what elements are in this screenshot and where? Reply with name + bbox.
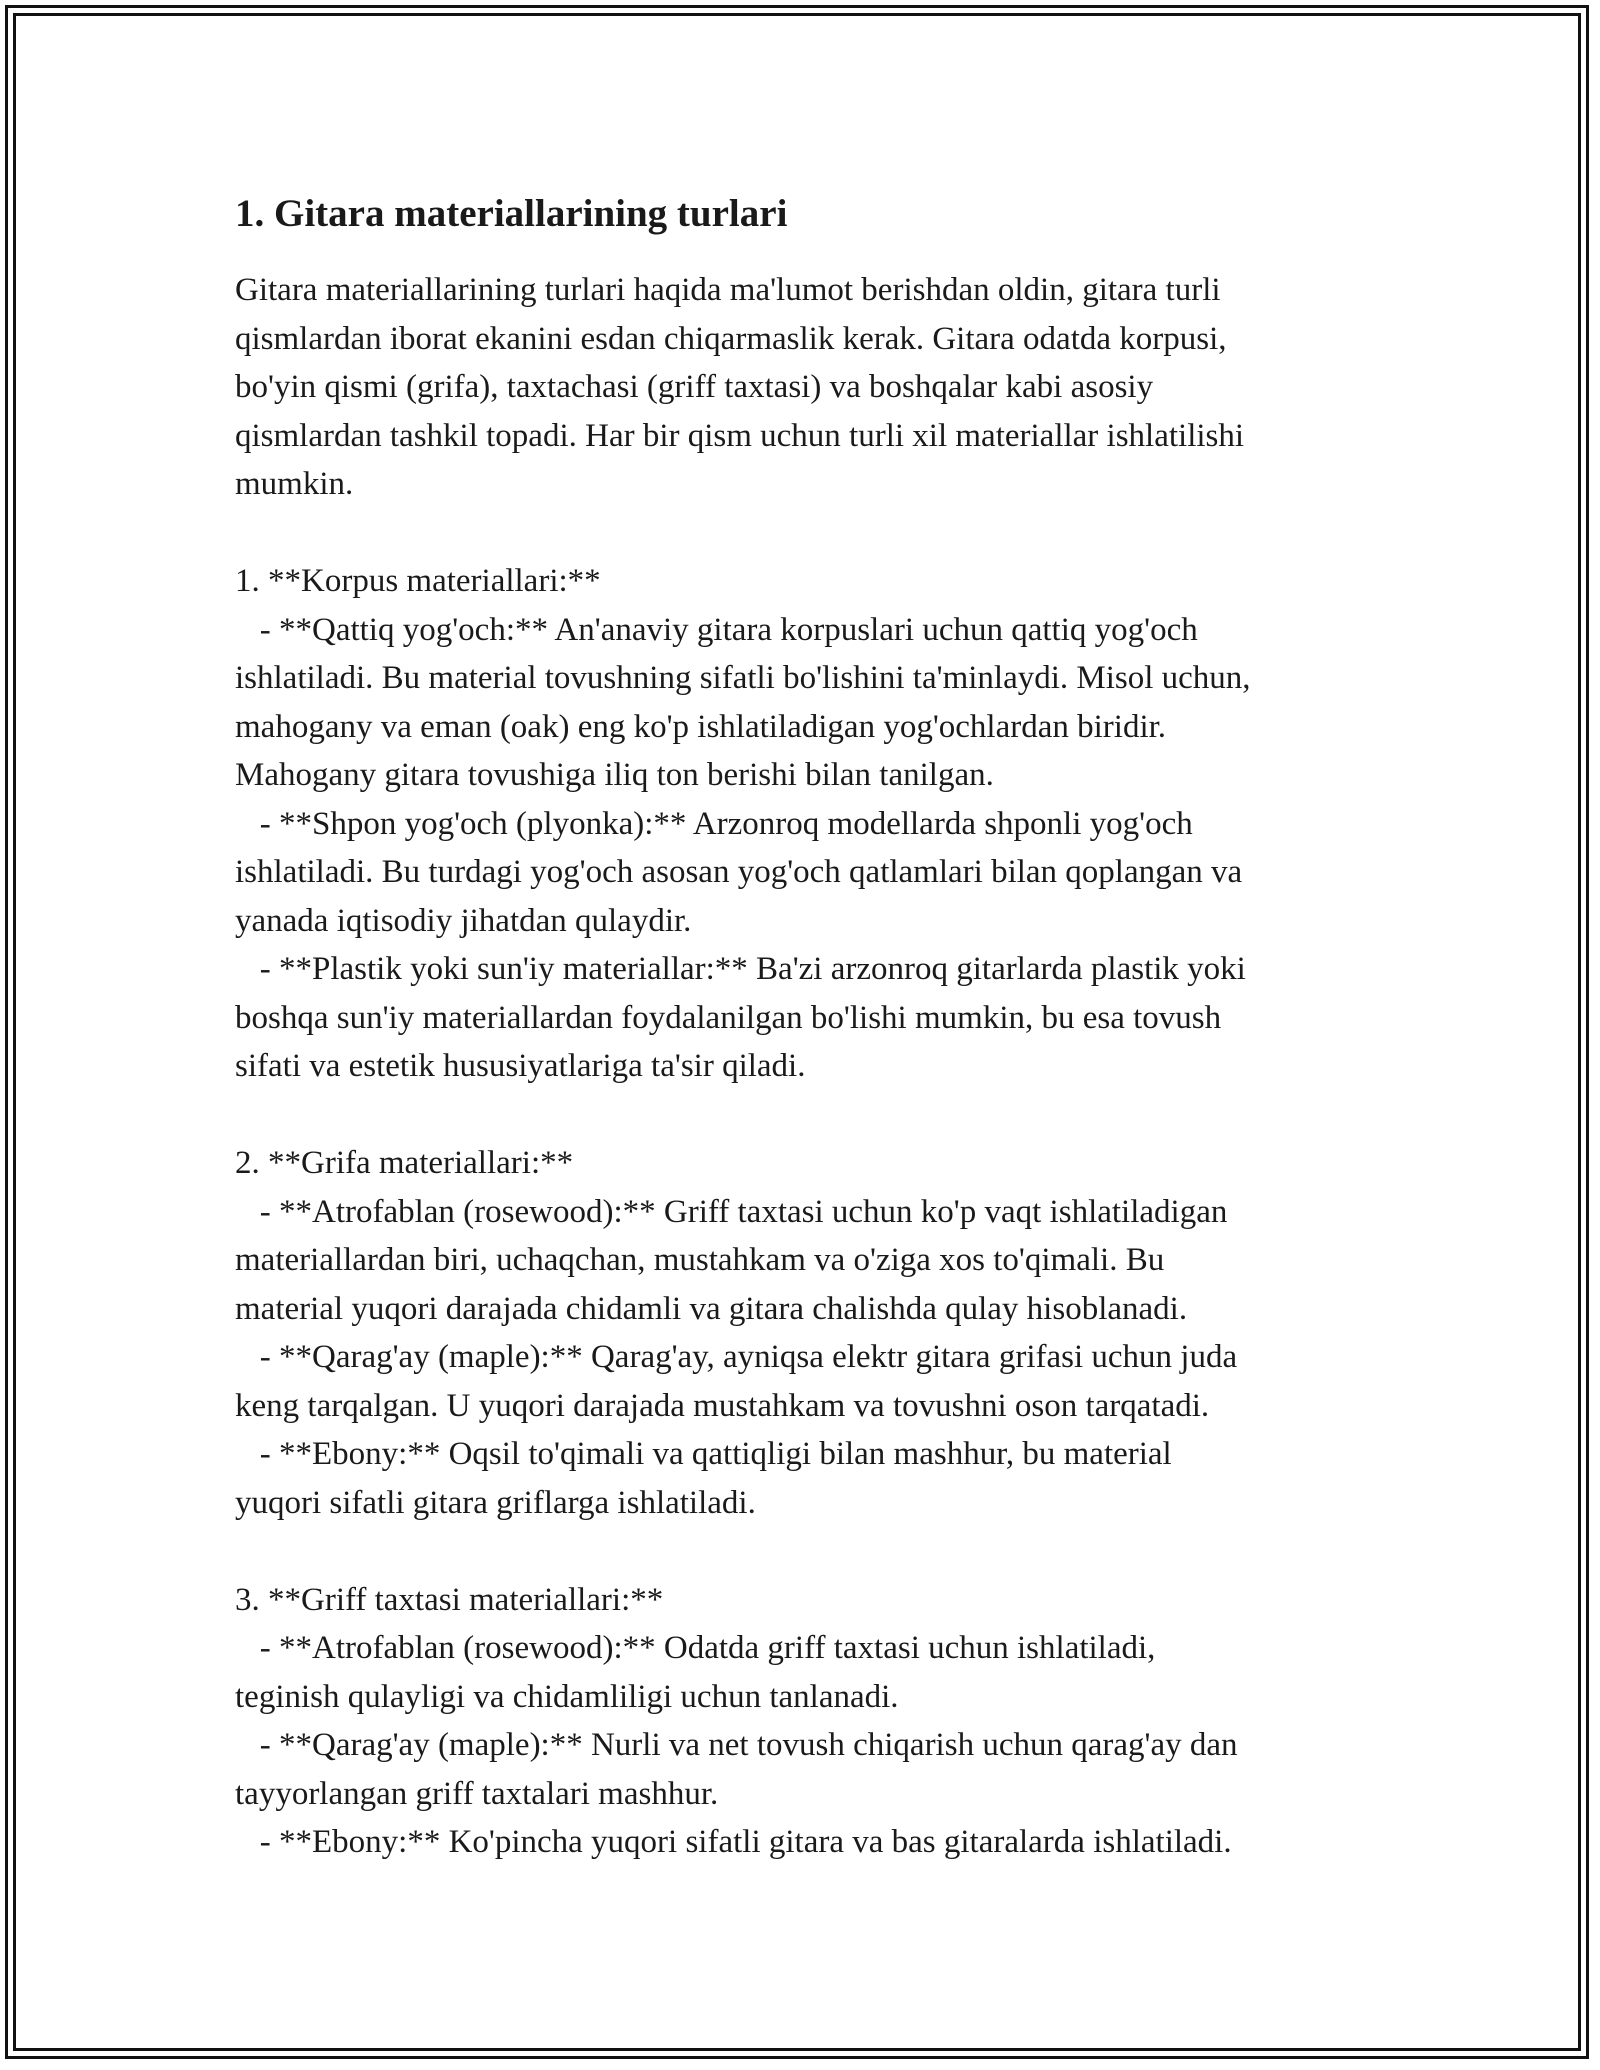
blank-line xyxy=(235,1091,1390,1140)
text-line: Gitara materiallarining turlari haqida ma'lumot berishdan oldin, gitara turli xyxy=(235,272,1221,308)
text-line: teginish qulayligi va chidamliligi uchun tanlanadi. xyxy=(235,1678,899,1715)
text-line: keng tarqalgan. U yuqori darajada mustahkam va tovushni oson tarqatadi. xyxy=(235,1387,1210,1424)
text-line: 3. **Griff taxtasi materiallari:** xyxy=(235,1581,664,1618)
text-line: Mahogany gitara tovushiga iliq ton berishi bilan tanilgan. xyxy=(235,757,994,793)
text-line: - **Plastik yoki sun'iy materiallar:** Ba'zi arzonroq gitarlarda plastik yoki xyxy=(235,951,1246,987)
text-line: yanada iqtisodiy jihatdan qulaydir. xyxy=(235,902,692,939)
text-line: - **Shpon yog'och (plyonka):** Arzonroq modellarda shponli yog'och xyxy=(235,805,1193,842)
text-line: material yuqori darajada chidamli va gitara chalishda qulay hisoblanadi. xyxy=(235,1290,1188,1327)
text-line: - **Qarag'ay (maple):** Nurli va net tovush chiqarish uchun qarag'ay dan xyxy=(235,1727,1238,1763)
text-line: qismlardan tashkil topadi. Har bir qism uchun turli xil materiallar ishlatilishi xyxy=(235,417,1245,454)
text-line: bo'yin qismi (grifa), taxtachasi (griff taxtasi) va boshqalar kabi asosiy xyxy=(235,369,1154,405)
text-line: ishlatiladi. Bu material tovushning sifatli bo'lishini ta'minlaydi. Misol uchun, xyxy=(235,660,1251,696)
text-line: - **Qattiq yog'och:** An'anaviy gitara korpuslari uchun qattiq yog'och xyxy=(235,611,1198,648)
paragraph-block xyxy=(235,266,1390,1867)
text-line: yuqori sifatli gitara griflarga ishlatiladi. xyxy=(235,1484,756,1521)
text-line: tayyorlangan griff taxtalari mashhur. xyxy=(235,1775,719,1812)
document-body xyxy=(235,186,1390,1867)
text-line: - **Atrofablan (rosewood):** Griff taxtasi uchun ko'p vaqt ishlatiladigan xyxy=(235,1193,1228,1230)
blank-line xyxy=(235,1527,1390,1576)
text-line: sifati va estetik hususiyatlariga ta'sir qiladi. xyxy=(235,1048,806,1084)
text-line: - **Ebony:** Oqsil to'qimali va qattiqligi bilan mashhur, bu material xyxy=(235,1436,1172,1472)
text-line: boshqa sun'iy materiallardan foydalanilgan bo'lishi mumkin, bu esa tovush xyxy=(235,999,1222,1036)
text-line: materiallardan biri, uchaqchan, mustahkam va o'ziga xos to'qimali. Bu xyxy=(235,1242,1165,1278)
text-line: qismlardan iborat ekanini esdan chiqarmaslik kerak. Gitara odatda korpusi, xyxy=(235,320,1227,357)
text-line: - **Ebony:** Ko'pincha yuqori sifatli gitara va bas gitaralarda ishlatiladi. xyxy=(235,1824,1232,1860)
text-line: ishlatiladi. Bu turdagi yog'och asosan yog'och qatlamlari bilan qoplangan va xyxy=(235,854,1243,890)
section-title: 1. Gitara materiallarining turlari xyxy=(235,192,788,235)
text-line: - **Atrofablan (rosewood):** Odatda griff taxtasi uchun ishlatiladi, xyxy=(235,1630,1156,1666)
blank-line xyxy=(235,509,1390,558)
text-line: 1. **Korpus materiallari:** xyxy=(235,563,601,599)
text-line: mumkin. xyxy=(235,466,354,502)
text-line: - **Qarag'ay (maple):** Qarag'ay, ayniqsa elektr gitara grifasi uchun juda xyxy=(235,1339,1238,1375)
text-line: mahogany va eman (oak) eng ko'p ishlatiladigan yog'ochlardan biridir. xyxy=(235,708,1167,745)
text-line: 2. **Grifa materiallari:** xyxy=(235,1145,574,1181)
